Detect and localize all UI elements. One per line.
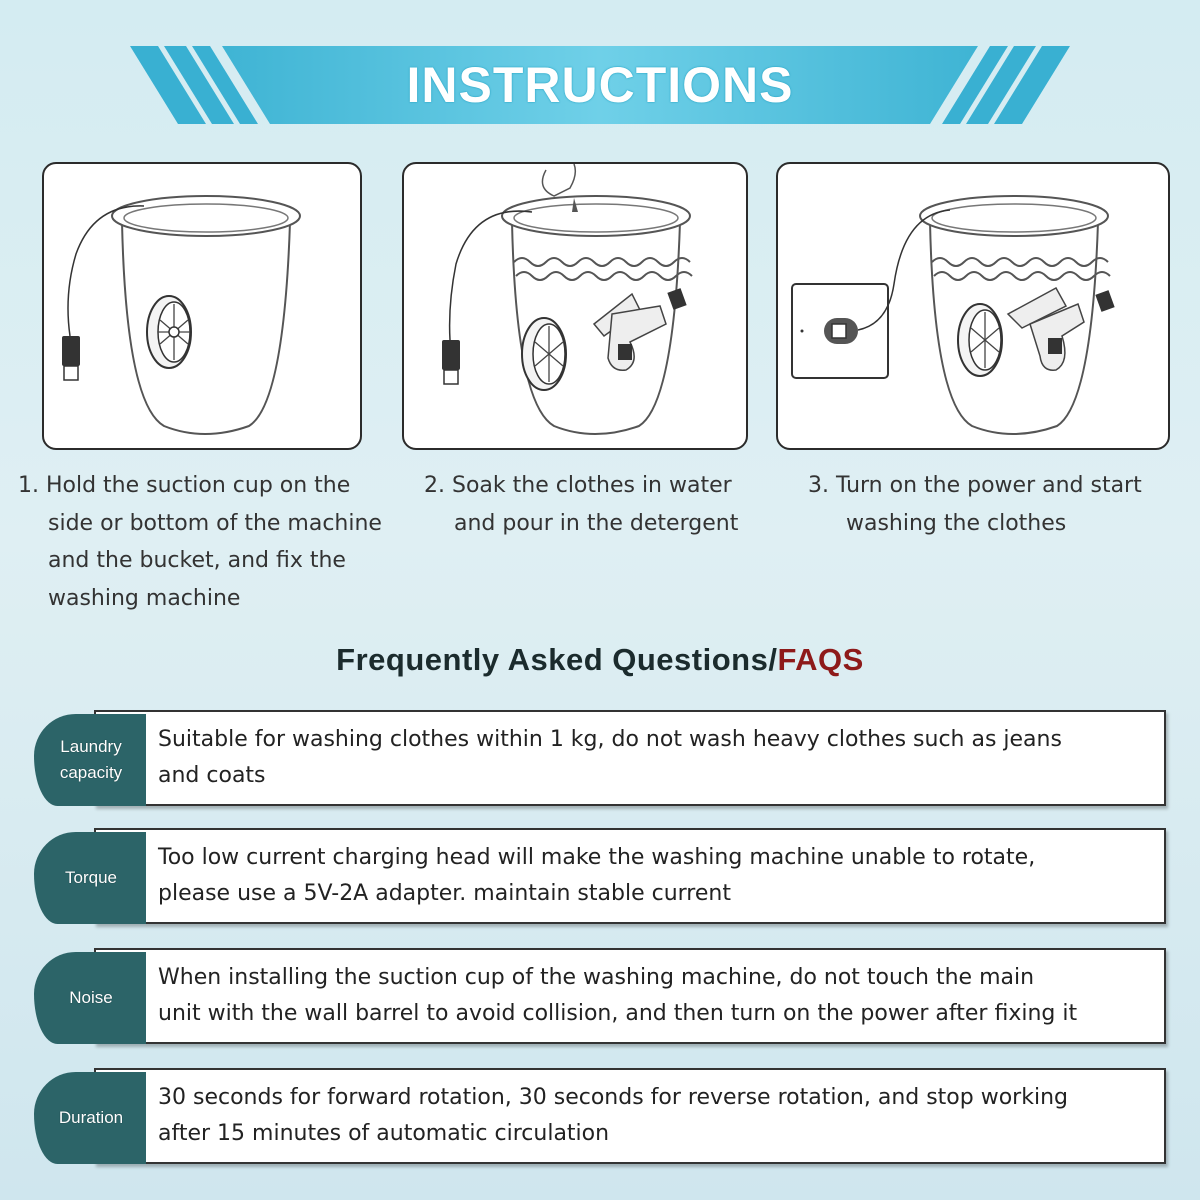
faq-heading-main: Frequently Asked Questions/ bbox=[336, 642, 778, 677]
faq-label-line-1: Noise bbox=[69, 988, 113, 1007]
step-3-illustration bbox=[776, 162, 1170, 450]
faq-label-tab bbox=[34, 952, 146, 1044]
step-1-line-4: washing machine bbox=[48, 585, 241, 611]
faq-item-duration bbox=[34, 1068, 1166, 1164]
faq-label-line-1: Laundry bbox=[60, 737, 122, 756]
faq-answer-line-1: 30 seconds for forward rotation, 30 seconds for reverse rotation, and stop working bbox=[158, 1085, 1068, 1110]
faq-item-laundry-capacity bbox=[34, 710, 1166, 806]
faq-label-tab bbox=[34, 1072, 146, 1164]
faq-answer bbox=[158, 960, 1158, 1032]
faq-label-tab bbox=[34, 832, 146, 924]
faq-answer-line-2: unit with the wall barrel to avoid collision, and then turn on the power after fixing it bbox=[158, 1001, 1078, 1026]
step-1-illustration bbox=[42, 162, 362, 450]
faq-answer-line-1: Too low current charging head will make the washing machine unable to rotate, bbox=[158, 845, 1036, 870]
step-3-line-1: 3. Turn on the power and start bbox=[808, 473, 1142, 498]
step-1-line-3: and the bucket, and fix the bbox=[48, 548, 346, 573]
faq-answer bbox=[158, 840, 1158, 912]
faq-heading-accent: FAQS bbox=[777, 642, 864, 677]
faq-answer-line-2: after 15 minutes of automatic circulation bbox=[158, 1121, 610, 1146]
step-1-line-1: 1. Hold the suction cup on the bbox=[18, 473, 351, 498]
faq-answer-line-1: When installing the suction cup of the washing machine, do not touch the main bbox=[158, 965, 1035, 990]
faq-label-line-1: Torque bbox=[65, 868, 117, 887]
step-3-text bbox=[808, 467, 1142, 542]
faq-item-torque bbox=[34, 828, 1166, 924]
step-2-text bbox=[424, 467, 738, 542]
step-2-line-1: 2. Soak the clothes in water bbox=[424, 473, 732, 498]
faq-answer-line-1: Suitable for washing clothes within 1 kg, do not wash heavy clothes such as jeans bbox=[158, 727, 1062, 752]
faq-answer bbox=[158, 1080, 1158, 1152]
faq-heading bbox=[0, 642, 1200, 678]
step-1-text bbox=[18, 467, 382, 617]
step-1-line-2: side or bottom of the machine bbox=[48, 510, 382, 536]
faq-answer bbox=[158, 722, 1158, 794]
step-3-line-2: washing the clothes bbox=[846, 510, 1067, 536]
instructions-banner bbox=[130, 46, 1070, 124]
step-2-illustration bbox=[402, 162, 748, 450]
faq-item-noise bbox=[34, 948, 1166, 1044]
step-2-line-2: and pour in the detergent bbox=[454, 510, 739, 536]
faq-label-line-2: capacity bbox=[59, 763, 123, 782]
faq-answer-line-2: please use a 5V-2A adapter. maintain stable current bbox=[158, 881, 731, 906]
faq-answer-line-2: and coats bbox=[158, 763, 266, 788]
banner-title: INSTRUCTIONS bbox=[406, 57, 794, 113]
faq-label-tab bbox=[34, 714, 146, 806]
faq-label-line-1: Duration bbox=[58, 1108, 124, 1127]
